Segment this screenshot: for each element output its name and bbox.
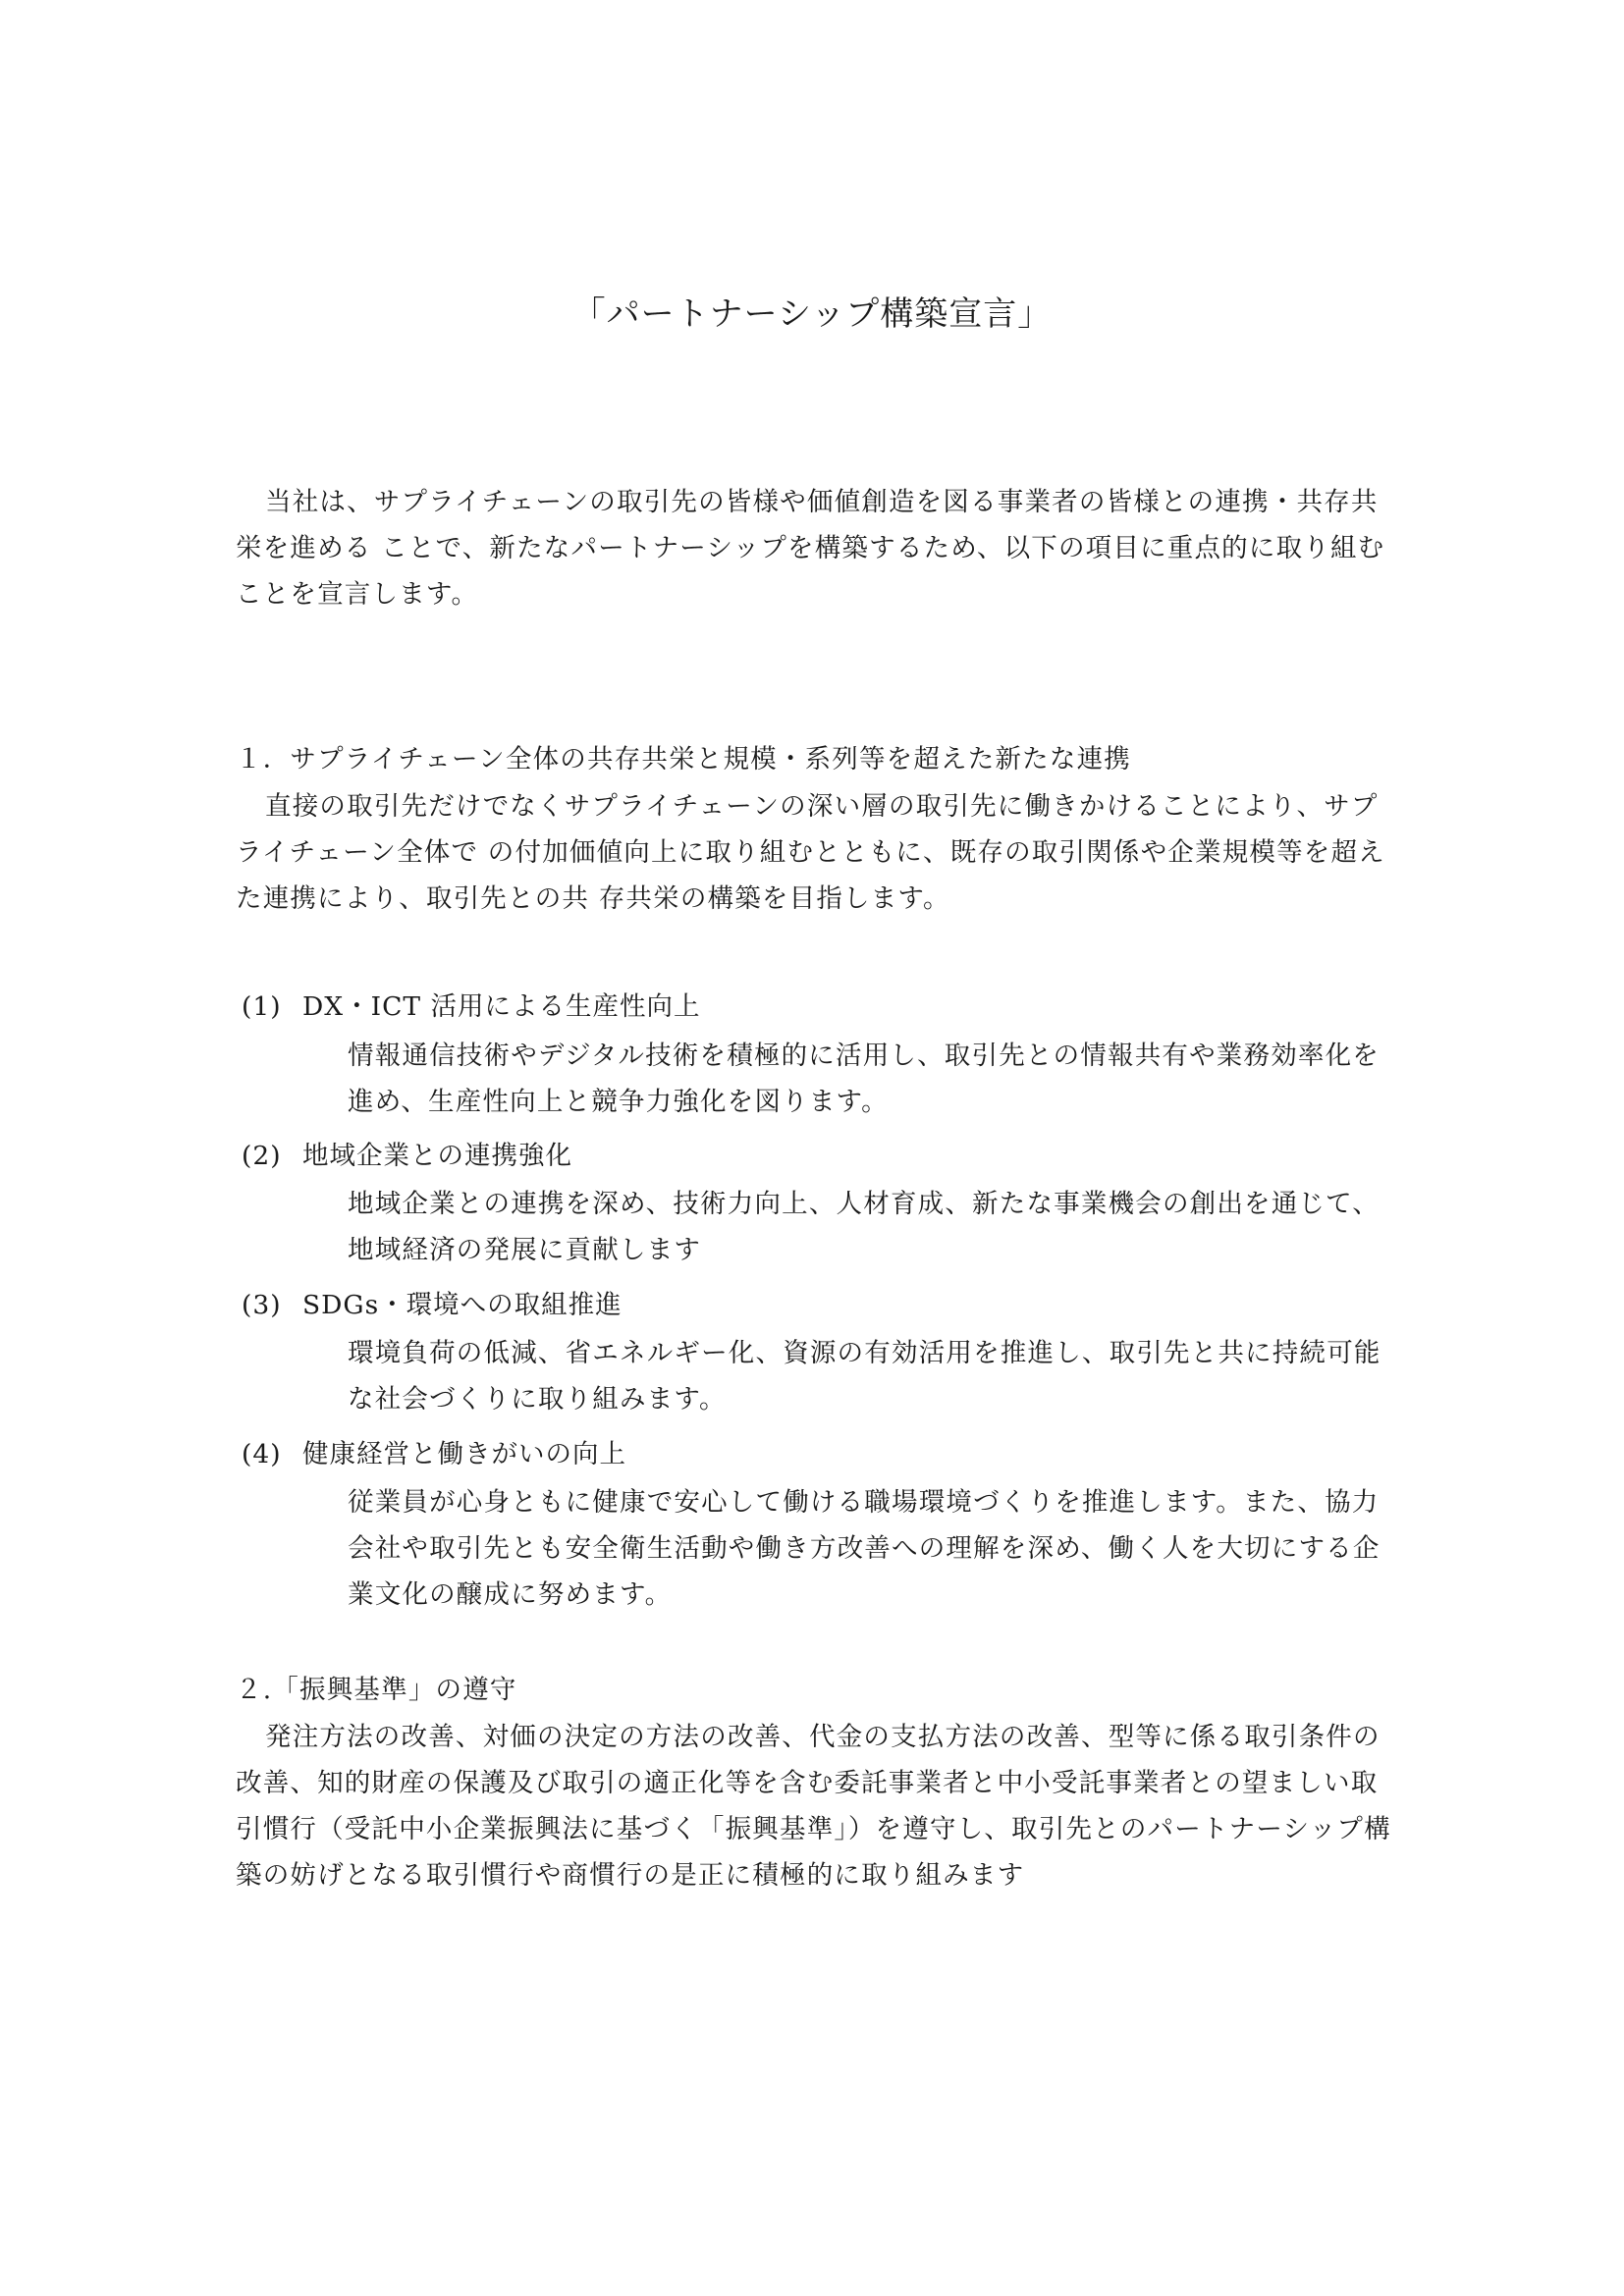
- item-3-body: 環境負荷の低減、省エネルギー化、資源の有効活用を推進し、取引先と共に持続可能な社会づくりに取り組みます。: [348, 1338, 1381, 1415]
- item-2-heading: [242, 1133, 1410, 1179]
- item-4-title: 健康経営と働きがいの向上: [302, 1439, 626, 1469]
- item-4-heading: [242, 1431, 1410, 1477]
- item-1-body: 情報通信技術やデジタル技術を積極的に活用し、取引先との情報共有や業務効率化を進め、生産性向上と競争力強化を図ります。: [348, 1041, 1380, 1117]
- intro-paragraph: 当社は、サプライチェーンの取引先の皆様や価値創造を図る事業者の皆様との連携・共存共栄を進める ことで、新たなパートナーシップを構築するため、以下の項目に重点的に取り組むことを宣言します。: [236, 487, 1385, 610]
- item-3-number: (3): [242, 1290, 282, 1320]
- item-3-title: SDGs・環境への取組推進: [302, 1290, 623, 1320]
- item-1-title: DX・ICT 活用による生産性向上: [302, 991, 701, 1022]
- section-1-body: 直接の取引先だけでなくサプライチェーンの深い層の取引先に働きかけることにより、サプライチェーン全体で の付加価値向上に取り組むとともに、既存の取引関係や企業規模等を超えた連携により、取引先との共 存共栄の構築を目指します。: [236, 791, 1385, 914]
- item-4-body: 従業員が心身ともに健康で安心して働ける職場環境づくりを推進します。また、協力会社や取引先とも安全衛生活動や働き方改善への理解を深め、働く人を大切にする企業文化の醸成に努めます。: [348, 1487, 1380, 1610]
- item-2-number: (2): [242, 1141, 282, 1171]
- item-3-heading: [242, 1282, 1410, 1328]
- item-2-title: 地域企業との連携強化: [302, 1141, 572, 1171]
- section-1-heading: １．サプライチェーン全体の共存共栄と規模・系列等を超えた新たな連携: [236, 744, 1131, 774]
- section-2-heading: ２.「振興基準」の遵守: [236, 1675, 517, 1705]
- item-1-heading: [242, 984, 1410, 1030]
- section-2-body: 発注方法の改善、対価の決定の方法の改善、代金の支払方法の改善、型等に係る取引条件の改善、知的財産の保護及び取引の適正化等を含む委託事業者と中小受託事業者との望ましい取引慣行（受託中小企業振興法に基づく「振興基準」）を遵守し、取引先とのパートナーシップ構築の妨げとなる取引慣行や商慣行の是正に積極的に取り組みます: [236, 1722, 1391, 1891]
- item-4-number: (4): [242, 1439, 282, 1469]
- document-title: 「パートナーシップ構築宣言」: [571, 294, 1053, 334]
- item-1-number: (1): [242, 991, 282, 1022]
- item-2-body: 地域企業との連携を深め、技術力向上、人材育成、新たな事業機会の創出を通じて、地域経済の発展に貢献します: [348, 1189, 1380, 1265]
